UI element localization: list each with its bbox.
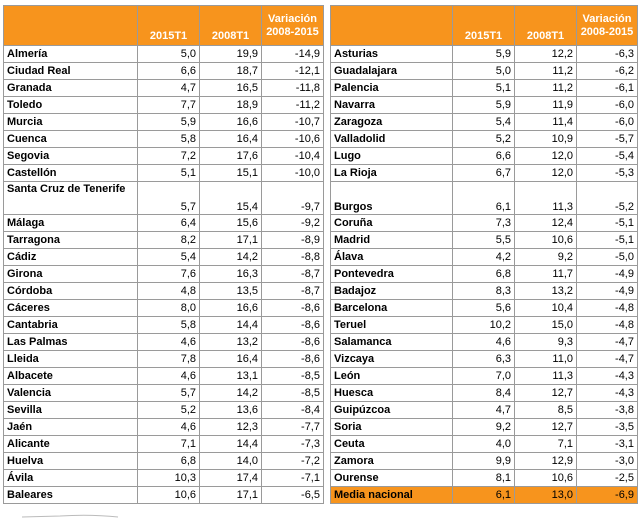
value-2015: 4,0 [453, 436, 515, 453]
value-2008: 7,1 [515, 436, 577, 453]
right-table [330, 5, 638, 504]
province-name: Málaga [4, 215, 138, 232]
value-2008: 15,6 [200, 215, 262, 232]
value-2015: 6,1 [453, 182, 515, 215]
province-name: Barcelona [331, 300, 453, 317]
value-2008: 13,0 [515, 487, 577, 504]
value-variacion: -10,4 [262, 148, 324, 165]
province-name: Coruña [331, 215, 453, 232]
table-row [331, 368, 638, 385]
table-row [331, 317, 638, 334]
table-row [4, 80, 324, 97]
value-2008: 12,9 [515, 453, 577, 470]
table-row [331, 436, 638, 453]
value-2008: 14,4 [200, 317, 262, 334]
value-2008: 18,7 [200, 63, 262, 80]
province-name: Albacete [4, 368, 138, 385]
value-2015: 5,6 [453, 300, 515, 317]
value-variacion: -6,0 [577, 97, 638, 114]
value-2015: 5,1 [138, 165, 200, 182]
value-variacion: -8,6 [262, 300, 324, 317]
value-2008: 11,3 [515, 368, 577, 385]
province-name: Cantabria [4, 317, 138, 334]
value-variacion: -8,5 [262, 385, 324, 402]
value-variacion: -8,9 [262, 232, 324, 249]
table-row [331, 402, 638, 419]
value-2015: 5,2 [453, 131, 515, 148]
value-2015: 5,0 [453, 63, 515, 80]
value-2015: 8,3 [453, 283, 515, 300]
province-name: Álava [331, 249, 453, 266]
province-name: Ourense [331, 470, 453, 487]
value-2015: 4,6 [453, 334, 515, 351]
province-name: Castellón [4, 165, 138, 182]
province-name: Alicante [4, 436, 138, 453]
value-variacion: -8,6 [262, 351, 324, 368]
table-row [331, 334, 638, 351]
value-variacion: -6,1 [577, 80, 638, 97]
table-row [331, 249, 638, 266]
table-row [4, 351, 324, 368]
value-2008: 12,7 [515, 419, 577, 436]
table-row [331, 283, 638, 300]
left-header-variacion-line1: Variación [268, 12, 317, 25]
value-variacion: -7,2 [262, 453, 324, 470]
value-variacion: -8,7 [262, 266, 324, 283]
value-2008: 11,2 [515, 63, 577, 80]
province-name: Segovia [4, 148, 138, 165]
table-row [331, 266, 638, 283]
table-row [331, 165, 638, 182]
value-2015: 10,2 [453, 317, 515, 334]
table-row [4, 148, 324, 165]
value-variacion: -8,5 [262, 368, 324, 385]
value-2008: 16,3 [200, 266, 262, 283]
province-name: Córdoba [4, 283, 138, 300]
table-row [4, 266, 324, 283]
value-2008: 16,5 [200, 80, 262, 97]
value-2008: 11,2 [515, 80, 577, 97]
province-name: Sevilla [4, 402, 138, 419]
value-variacion: -5,1 [577, 215, 638, 232]
province-name: Madrid [331, 232, 453, 249]
value-2008: 12,7 [515, 385, 577, 402]
value-2015: 5,9 [138, 114, 200, 131]
value-variacion: -4,8 [577, 317, 638, 334]
value-variacion: -4,9 [577, 283, 638, 300]
value-2015: 5,4 [138, 249, 200, 266]
province-name: Ceuta [331, 436, 453, 453]
value-variacion: -4,9 [577, 266, 638, 283]
province-name: Badajoz [331, 283, 453, 300]
value-2008: 9,2 [515, 249, 577, 266]
table-row [331, 351, 638, 368]
province-name: Ciudad Real [4, 63, 138, 80]
value-2015: 9,2 [453, 419, 515, 436]
right-table-body [331, 46, 638, 504]
value-2008: 11,9 [515, 97, 577, 114]
right-header-blank [331, 6, 453, 46]
table-row [331, 148, 638, 165]
table-row [4, 402, 324, 419]
value-variacion: -7,7 [262, 419, 324, 436]
value-2015: 4,6 [138, 334, 200, 351]
decorative-scribble [20, 511, 120, 521]
value-2008: 15,0 [515, 317, 577, 334]
table-row [4, 487, 324, 504]
value-2008: 12,2 [515, 46, 577, 63]
province-name: Valencia [4, 385, 138, 402]
table-row [4, 97, 324, 114]
value-2015: 5,4 [453, 114, 515, 131]
value-variacion: -8,6 [262, 317, 324, 334]
province-name: Navarra [331, 97, 453, 114]
province-name: Toledo [4, 97, 138, 114]
left-table [3, 5, 324, 504]
value-2008: 12,4 [515, 215, 577, 232]
table-row [4, 436, 324, 453]
table-row [331, 419, 638, 436]
value-2015: 7,3 [453, 215, 515, 232]
right-header-variacion-line2: 2008-2015 [580, 25, 634, 38]
value-2008: 17,6 [200, 148, 262, 165]
table-row [331, 131, 638, 148]
value-2015: 4,7 [453, 402, 515, 419]
value-variacion: -7,1 [262, 470, 324, 487]
value-2015: 8,4 [453, 385, 515, 402]
value-variacion: -5,0 [577, 249, 638, 266]
left-header-2015: 2015T1 [138, 6, 200, 46]
value-variacion: -5,3 [577, 165, 638, 182]
province-name: Vizcaya [331, 351, 453, 368]
value-2008: 11,7 [515, 266, 577, 283]
value-2015: 7,8 [138, 351, 200, 368]
table-row [4, 165, 324, 182]
table-row [331, 385, 638, 402]
value-2015: 4,7 [138, 80, 200, 97]
value-2008: 13,1 [200, 368, 262, 385]
province-name: Murcia [4, 114, 138, 131]
value-2008: 17,4 [200, 470, 262, 487]
table-row [4, 215, 324, 232]
value-2008: 14,0 [200, 453, 262, 470]
value-variacion: -5,7 [577, 131, 638, 148]
value-2015: 6,8 [138, 453, 200, 470]
value-2008: 12,0 [515, 165, 577, 182]
value-variacion: -4,8 [577, 300, 638, 317]
province-name: Burgos [331, 182, 453, 215]
value-2015: 4,2 [453, 249, 515, 266]
value-2015: 5,9 [453, 97, 515, 114]
value-2008: 14,2 [200, 249, 262, 266]
province-name: Teruel [331, 317, 453, 334]
table-row [331, 46, 638, 63]
value-variacion: -3,0 [577, 453, 638, 470]
table-row [4, 300, 324, 317]
value-2015: 5,8 [138, 131, 200, 148]
value-2015: 6,3 [453, 351, 515, 368]
province-name: Soria [331, 419, 453, 436]
value-2015: 8,0 [138, 300, 200, 317]
province-name: Zaragoza [331, 114, 453, 131]
province-name: Santa Cruz de Tenerife [4, 182, 138, 215]
value-2015: 5,1 [453, 80, 515, 97]
province-name: Media nacional [331, 487, 453, 504]
value-2015: 7,0 [453, 368, 515, 385]
value-variacion: -8,7 [262, 283, 324, 300]
value-variacion: -9,7 [262, 182, 324, 215]
value-2008: 14,4 [200, 436, 262, 453]
value-variacion: -6,5 [262, 487, 324, 504]
table-row [331, 232, 638, 249]
value-variacion: -14,9 [262, 46, 324, 63]
value-variacion: -6,0 [577, 114, 638, 131]
table-row [4, 368, 324, 385]
value-2008: 10,6 [515, 232, 577, 249]
value-variacion: -9,2 [262, 215, 324, 232]
value-variacion: -5,2 [577, 182, 638, 215]
province-name: Guipúzcoa [331, 402, 453, 419]
value-2008: 15,1 [200, 165, 262, 182]
value-2015: 5,7 [138, 385, 200, 402]
value-2015: 4,6 [138, 419, 200, 436]
value-2015: 6,1 [453, 487, 515, 504]
value-2015: 7,1 [138, 436, 200, 453]
value-variacion: -12,1 [262, 63, 324, 80]
value-variacion: -8,6 [262, 334, 324, 351]
value-2008: 16,4 [200, 351, 262, 368]
province-name: Jaén [4, 419, 138, 436]
table-row [4, 63, 324, 80]
province-name: Tarragona [4, 232, 138, 249]
value-2015: 5,9 [453, 46, 515, 63]
value-variacion: -6,9 [577, 487, 638, 504]
value-2008: 9,3 [515, 334, 577, 351]
table-row [4, 46, 324, 63]
value-2008: 13,2 [515, 283, 577, 300]
value-variacion: -10,6 [262, 131, 324, 148]
value-2008: 11,0 [515, 351, 577, 368]
left-header-variacion [262, 6, 324, 46]
value-2008: 15,4 [200, 182, 262, 215]
table-row [4, 232, 324, 249]
left-header-blank [4, 6, 138, 46]
value-2015: 6,8 [453, 266, 515, 283]
value-2008: 17,1 [200, 487, 262, 504]
table-row [4, 470, 324, 487]
province-name: Palencia [331, 80, 453, 97]
value-variacion: -4,3 [577, 385, 638, 402]
table-row [331, 300, 638, 317]
province-name: Cáceres [4, 300, 138, 317]
value-2015: 6,6 [138, 63, 200, 80]
value-2015: 7,2 [138, 148, 200, 165]
value-variacion: -7,3 [262, 436, 324, 453]
value-2015: 6,4 [138, 215, 200, 232]
value-2008: 19,9 [200, 46, 262, 63]
value-2015: 5,5 [453, 232, 515, 249]
province-name: Granada [4, 80, 138, 97]
right-header-variacion [577, 6, 638, 46]
value-2015: 7,7 [138, 97, 200, 114]
value-2008: 11,3 [515, 182, 577, 215]
left-table-body [4, 46, 324, 504]
value-2008: 8,5 [515, 402, 577, 419]
table-row [4, 385, 324, 402]
value-2015: 5,8 [138, 317, 200, 334]
value-2008: 13,5 [200, 283, 262, 300]
value-variacion: -4,7 [577, 334, 638, 351]
province-name: León [331, 368, 453, 385]
value-2008: 16,4 [200, 131, 262, 148]
value-2015: 5,2 [138, 402, 200, 419]
province-name: Valladolid [331, 131, 453, 148]
province-name: Huelva [4, 453, 138, 470]
value-2015: 4,8 [138, 283, 200, 300]
table-row [4, 419, 324, 436]
table-row [331, 470, 638, 487]
province-name: Zamora [331, 453, 453, 470]
table-row [331, 114, 638, 131]
value-variacion: -3,1 [577, 436, 638, 453]
province-name: Huesca [331, 385, 453, 402]
value-2008: 16,6 [200, 114, 262, 131]
value-2008: 10,6 [515, 470, 577, 487]
value-variacion: -5,4 [577, 148, 638, 165]
table-row [4, 453, 324, 470]
province-name: Lugo [331, 148, 453, 165]
value-2015: 6,6 [453, 148, 515, 165]
table-row [4, 114, 324, 131]
value-2008: 13,2 [200, 334, 262, 351]
value-2015: 6,7 [453, 165, 515, 182]
value-variacion: -3,8 [577, 402, 638, 419]
value-2008: 10,4 [515, 300, 577, 317]
value-variacion: -8,4 [262, 402, 324, 419]
value-variacion: -3,5 [577, 419, 638, 436]
province-name: Cádiz [4, 249, 138, 266]
left-header-2008: 2008T1 [200, 6, 262, 46]
value-variacion: -8,8 [262, 249, 324, 266]
value-2015: 10,3 [138, 470, 200, 487]
value-2015: 7,6 [138, 266, 200, 283]
right-header-row [331, 6, 638, 46]
table-row [4, 283, 324, 300]
value-2008: 17,1 [200, 232, 262, 249]
value-2008: 14,2 [200, 385, 262, 402]
value-variacion: -10,0 [262, 165, 324, 182]
value-2015: 8,1 [453, 470, 515, 487]
value-variacion: -11,2 [262, 97, 324, 114]
left-header-row [4, 6, 324, 46]
value-2008: 18,9 [200, 97, 262, 114]
value-variacion: -10,7 [262, 114, 324, 131]
province-name: Asturias [331, 46, 453, 63]
value-variacion: -5,1 [577, 232, 638, 249]
value-2008: 10,9 [515, 131, 577, 148]
table-row [4, 131, 324, 148]
value-2015: 5,7 [138, 182, 200, 215]
value-2008: 12,3 [200, 419, 262, 436]
province-name: Pontevedra [331, 266, 453, 283]
province-name: Guadalajara [331, 63, 453, 80]
table-row [4, 182, 324, 215]
right-header-2008: 2008T1 [515, 6, 577, 46]
right-header-variacion-line1: Variación [582, 12, 632, 25]
value-variacion: -4,3 [577, 368, 638, 385]
province-name: La Rioja [331, 165, 453, 182]
value-2015: 9,9 [453, 453, 515, 470]
right-header-2015: 2015T1 [453, 6, 515, 46]
value-variacion: -6,2 [577, 63, 638, 80]
province-name: Salamanca [331, 334, 453, 351]
table-row [331, 453, 638, 470]
province-name: Lleida [4, 351, 138, 368]
table-row [4, 317, 324, 334]
province-name: Almería [4, 46, 138, 63]
province-name: Las Palmas [4, 334, 138, 351]
table-row [331, 97, 638, 114]
value-2015: 4,6 [138, 368, 200, 385]
province-name: Baleares [4, 487, 138, 504]
table-row [331, 80, 638, 97]
table-row [331, 182, 638, 215]
value-2015: 10,6 [138, 487, 200, 504]
table-row [331, 215, 638, 232]
value-variacion: -6,3 [577, 46, 638, 63]
table-row [331, 63, 638, 80]
value-variacion: -2,5 [577, 470, 638, 487]
value-2008: 12,0 [515, 148, 577, 165]
table-row [331, 487, 638, 504]
value-variacion: -4,7 [577, 351, 638, 368]
value-2015: 8,2 [138, 232, 200, 249]
value-2015: 5,0 [138, 46, 200, 63]
value-2008: 16,6 [200, 300, 262, 317]
value-2008: 13,6 [200, 402, 262, 419]
left-header-variacion-line2: 2008-2015 [266, 25, 319, 38]
value-variacion: -11,8 [262, 80, 324, 97]
province-name: Cuenca [4, 131, 138, 148]
province-name: Girona [4, 266, 138, 283]
table-row [4, 249, 324, 266]
table-row [4, 334, 324, 351]
value-2008: 11,4 [515, 114, 577, 131]
province-name: Ávila [4, 470, 138, 487]
